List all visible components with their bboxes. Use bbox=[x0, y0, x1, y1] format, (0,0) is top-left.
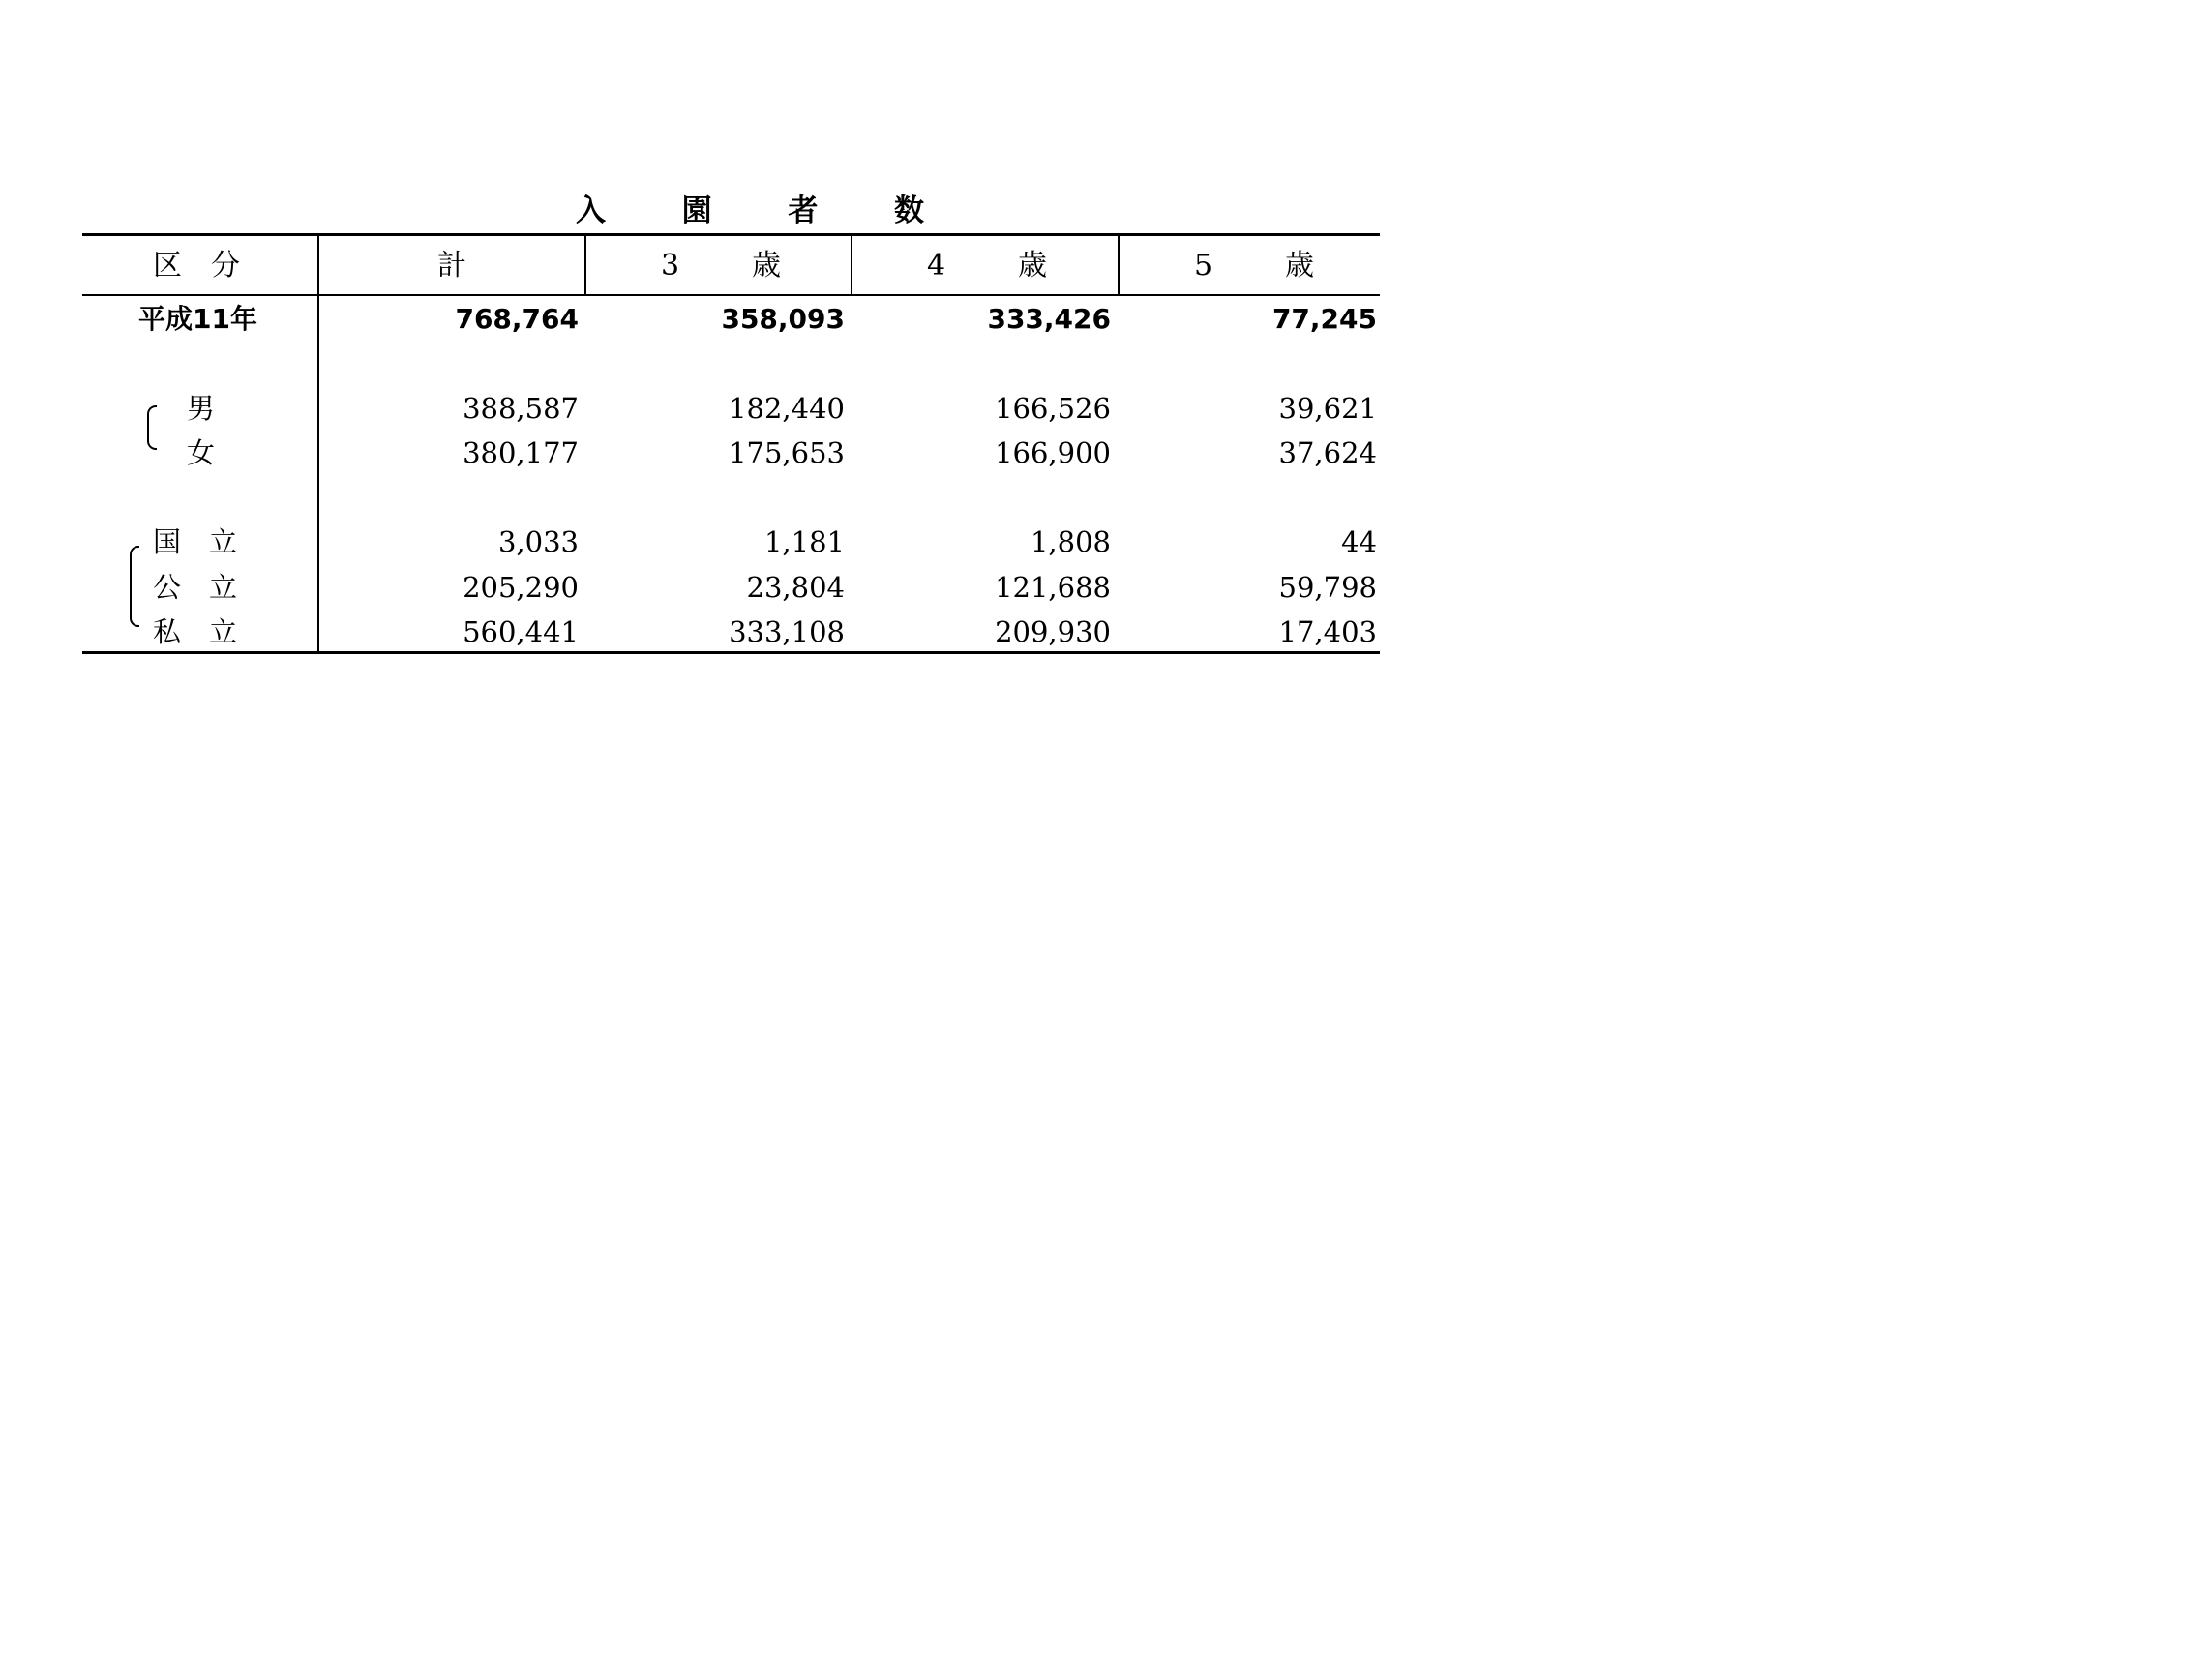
cell-age4: 121,688 bbox=[995, 571, 1111, 604]
cell-total: 380,177 bbox=[463, 436, 579, 469]
header-age4-number: 4 bbox=[927, 249, 946, 283]
column-divider bbox=[317, 235, 319, 652]
header-category: 区 分 bbox=[153, 249, 240, 283]
header-divider bbox=[1118, 235, 1120, 295]
header-age3-unit: 歳 bbox=[752, 249, 781, 283]
cell-age3: 333,108 bbox=[729, 615, 845, 648]
cell-age5: 17,403 bbox=[1278, 615, 1377, 648]
cell-age5: 39,621 bbox=[1278, 392, 1377, 425]
header-divider bbox=[584, 235, 586, 295]
title-char: 入 bbox=[576, 194, 606, 228]
cell-age3: 175,653 bbox=[729, 436, 845, 469]
cell-total: 560,441 bbox=[463, 615, 579, 648]
cell-age3: 182,440 bbox=[729, 392, 845, 425]
row-label-national: 国 立 bbox=[153, 525, 238, 558]
establishment-group-bracket bbox=[130, 546, 139, 627]
header-age4-unit: 歳 bbox=[1018, 249, 1047, 283]
cell-age4: 166,900 bbox=[995, 436, 1111, 469]
cell-age5: 59,798 bbox=[1278, 571, 1377, 604]
row-label-public: 公 立 bbox=[153, 571, 238, 604]
cell-age3: 1,181 bbox=[763, 525, 845, 558]
title-char: 数 bbox=[893, 194, 924, 228]
header-rule bbox=[82, 294, 1380, 296]
cell-age4: 333,426 bbox=[987, 303, 1111, 335]
header-age5-unit: 歳 bbox=[1285, 249, 1314, 283]
header-age3-number: 3 bbox=[661, 249, 680, 283]
cell-age4: 1,808 bbox=[1030, 525, 1111, 558]
table-title bbox=[576, 190, 924, 232]
cell-age3: 23,804 bbox=[746, 571, 845, 604]
cell-age5: 44 bbox=[1341, 525, 1377, 558]
cell-total: 388,587 bbox=[463, 392, 579, 425]
row-label-private: 私 立 bbox=[153, 615, 238, 648]
cell-age3: 358,093 bbox=[721, 303, 845, 335]
header-age5-number: 5 bbox=[1194, 249, 1213, 283]
row-label-female: 女 bbox=[187, 436, 216, 469]
header-divider bbox=[851, 235, 852, 295]
top-rule bbox=[82, 233, 1380, 236]
title-char: 園 bbox=[681, 194, 712, 228]
cell-total: 768,764 bbox=[455, 303, 579, 335]
row-label-male: 男 bbox=[187, 392, 216, 425]
cell-age4: 166,526 bbox=[995, 392, 1111, 425]
header-total: 計 bbox=[437, 249, 466, 283]
row-label-year: 平成11年 bbox=[138, 303, 257, 335]
title-char: 者 bbox=[788, 194, 819, 228]
cell-age4: 209,930 bbox=[995, 615, 1111, 648]
cell-age5: 77,245 bbox=[1271, 303, 1377, 335]
sex-group-bracket bbox=[147, 405, 157, 450]
cell-total: 205,290 bbox=[463, 571, 579, 604]
cell-total: 3,033 bbox=[497, 525, 579, 558]
cell-age5: 37,624 bbox=[1278, 436, 1377, 469]
